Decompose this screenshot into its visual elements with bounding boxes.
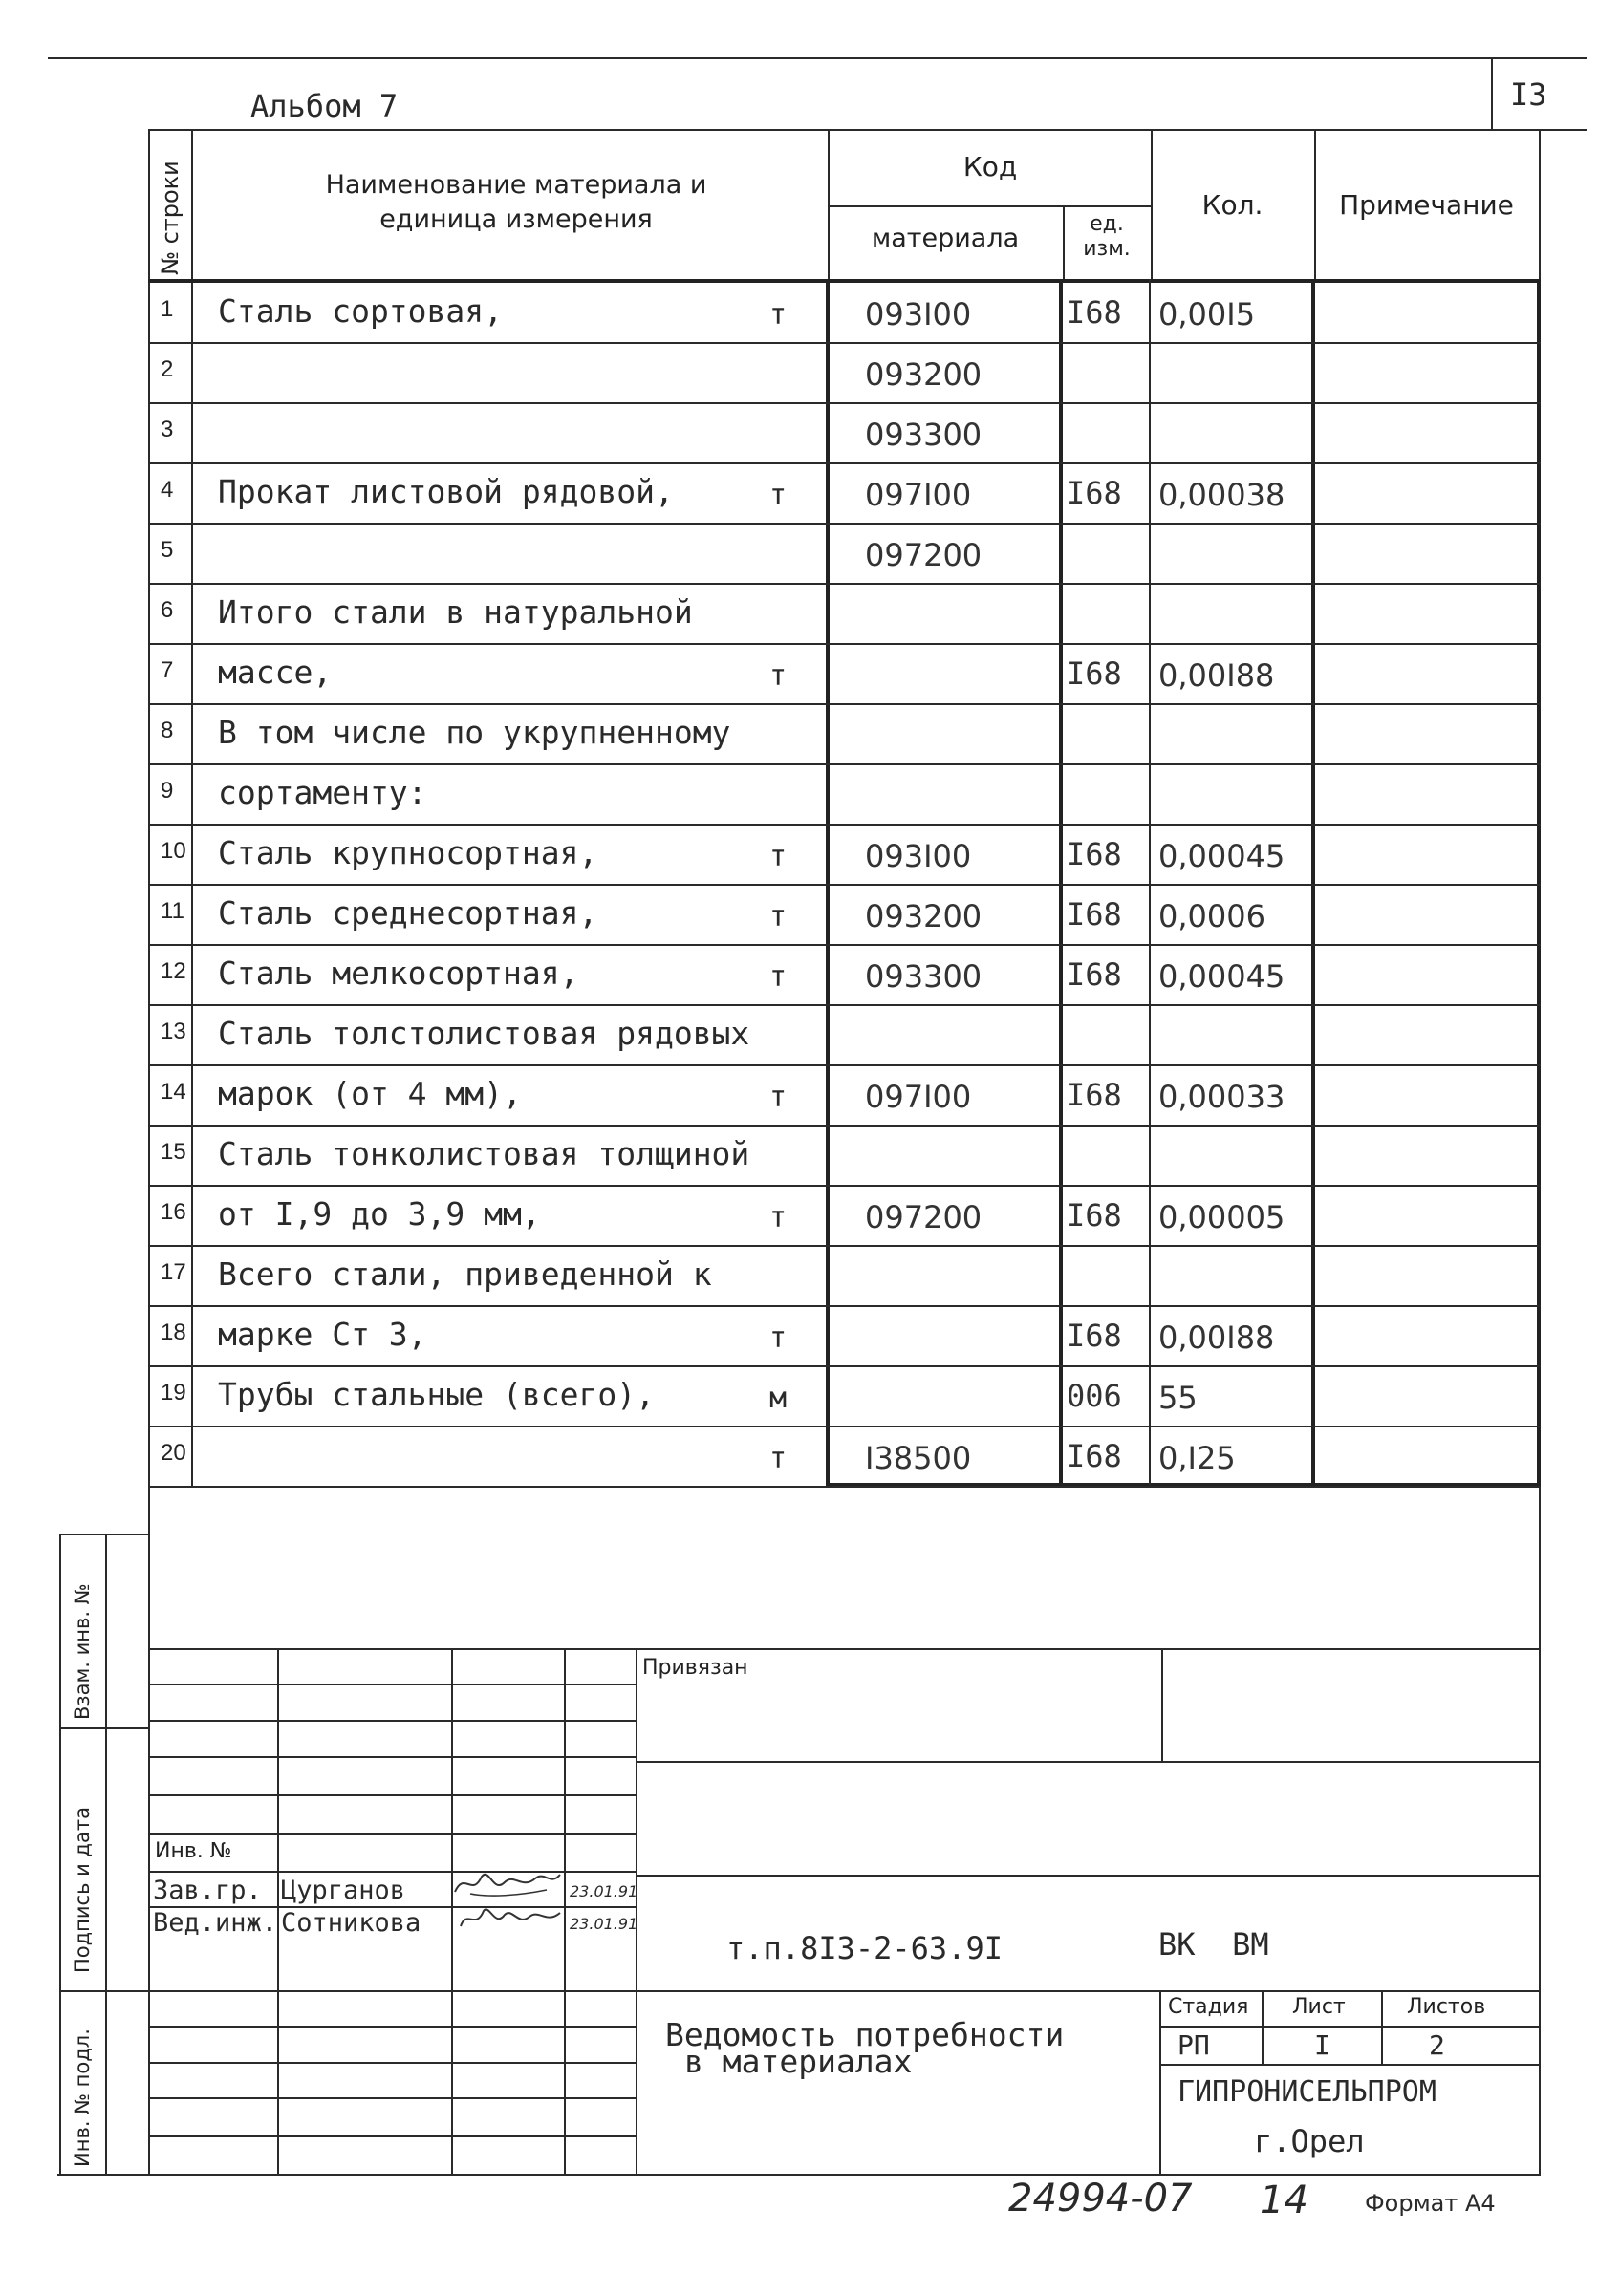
col-line-name-left xyxy=(191,129,193,1486)
row-divider xyxy=(148,1426,1541,1427)
side-strip-top xyxy=(59,1534,150,1535)
tb-row1-role: Зав.гр. xyxy=(153,1876,262,1905)
tb-row1-date: 23.01.91 xyxy=(570,1882,638,1900)
tb-grid-line xyxy=(148,2097,637,2099)
row-code: 093I00 xyxy=(865,296,972,333)
row-divider xyxy=(148,1004,1541,1006)
row-unit: т xyxy=(769,1321,788,1355)
row-number: 7 xyxy=(161,657,174,683)
tb-col2 xyxy=(451,1648,453,2174)
footer-handwritten-page: 14 xyxy=(1260,2178,1308,2222)
col-header-name-line1: Наименование материала и xyxy=(325,170,707,200)
row-number: 14 xyxy=(161,1079,186,1105)
tb-row2-role: Вед.инж. xyxy=(153,1908,278,1938)
row-unit: м xyxy=(769,1382,788,1415)
col-header-unit-line2: изм. xyxy=(1083,237,1131,261)
row-divider xyxy=(148,342,1541,344)
col-header-qty: Кол. xyxy=(1201,189,1264,221)
row-code: 093300 xyxy=(865,958,983,995)
footer-format: Формат А4 xyxy=(1365,2190,1496,2217)
side-strip-right xyxy=(105,1534,107,2176)
row-unit-code: I68 xyxy=(1067,1318,1122,1354)
row-code: 093300 xyxy=(865,417,983,453)
row-number: 8 xyxy=(161,718,174,743)
col-header-name-line2: единица измерения xyxy=(379,204,653,234)
row-quantity: 0,00038 xyxy=(1158,477,1285,513)
tb-privyazan-right xyxy=(1161,1648,1163,1761)
row-name: марок (от 4 мм), xyxy=(218,1075,522,1112)
col-header-note: Примечание xyxy=(1339,189,1514,221)
row-quantity: 0,00033 xyxy=(1158,1079,1285,1115)
tb-stage-hdr-line xyxy=(1159,2026,1541,2028)
row-name: В том числе по укрупненному xyxy=(218,714,731,751)
tb-col4 xyxy=(636,1648,637,2174)
tb-grid-line xyxy=(148,1871,637,1873)
footer-handwritten-number: 24994-07 xyxy=(1008,2177,1193,2221)
tb-sheets-value: 2 xyxy=(1429,2029,1445,2061)
tb-sheet-label: Лист xyxy=(1292,1995,1346,2019)
row-quantity: 0,00I88 xyxy=(1158,1320,1275,1356)
row-name: Сталь среднесортная, xyxy=(218,894,598,932)
row-number: 9 xyxy=(161,778,174,804)
tb-grid-line xyxy=(148,2062,637,2064)
code-split-line xyxy=(828,205,1153,207)
col-header-code: Код xyxy=(962,151,1018,182)
row-name: массе, xyxy=(218,654,333,691)
side-label-inv-podl: Инв. № подл. xyxy=(71,2028,94,2167)
tb-stage-div2 xyxy=(1381,1990,1383,2065)
row-divider xyxy=(148,462,1541,464)
tb-row2-date: 23.01.91 xyxy=(570,1915,638,1933)
row-divider xyxy=(148,1125,1541,1127)
tb-stage-val-line xyxy=(1159,2064,1541,2066)
row-unit: т xyxy=(769,1081,788,1114)
row-quantity: 0,00005 xyxy=(1158,1199,1285,1235)
tb-col3 xyxy=(564,1648,566,2174)
col-header-rownum: № строки xyxy=(157,161,184,275)
row-unit-code: I68 xyxy=(1067,836,1122,872)
side-strip-left xyxy=(59,1534,61,2176)
tb-row2-name: Сотникова xyxy=(281,1908,421,1938)
row-divider xyxy=(148,1365,1541,1367)
sheet-number: I3 xyxy=(1510,76,1547,113)
tb-doc-code: т.п.8I3-2-63.9I xyxy=(726,1930,1003,1966)
tb-stage-div1 xyxy=(1262,1990,1264,2065)
col-header-material: материала xyxy=(871,224,1020,253)
row-code: 097200 xyxy=(865,537,983,573)
row-name: Сталь сортовая, xyxy=(218,292,504,330)
row-number: 1 xyxy=(161,296,174,322)
tb-stage-label: Стадия xyxy=(1168,1995,1249,2019)
row-unit: т xyxy=(769,659,788,693)
tb-org: ГИПРОНИСЕЛЬПРОМ xyxy=(1177,2075,1436,2109)
row-divider xyxy=(148,763,1541,765)
sheet-number-box-left xyxy=(1491,57,1493,131)
row-name: Итого стали в натуральной xyxy=(218,593,693,631)
tb-stage-value: РП xyxy=(1177,2029,1210,2061)
header-bottom-line xyxy=(148,129,1587,131)
tb-grid-line xyxy=(148,2135,637,2137)
row-unit-code: I68 xyxy=(1067,896,1122,933)
row-divider xyxy=(148,1486,1541,1488)
row-name: Всего стали, приведенной к xyxy=(218,1255,712,1293)
row-unit-code: I68 xyxy=(1067,655,1122,692)
row-code: 097200 xyxy=(865,1199,983,1235)
row-code: 097I00 xyxy=(865,1079,972,1115)
row-quantity: 55 xyxy=(1158,1380,1198,1416)
tb-title-line2: в материалах xyxy=(684,2043,913,2080)
row-quantity: 0,00045 xyxy=(1158,838,1285,874)
row-number: 5 xyxy=(161,537,174,563)
row-divider xyxy=(148,824,1541,826)
col-header-unit-line1: ед. xyxy=(1090,212,1124,236)
row-divider xyxy=(148,884,1541,886)
tb-grid-line xyxy=(148,1756,637,1758)
tb-doccode-top xyxy=(636,1875,1541,1877)
side-label-vzam: Взам. инв. № xyxy=(71,1583,94,1720)
row-code: 093200 xyxy=(865,898,983,934)
tb-row1-name: Цурганов xyxy=(281,1876,406,1905)
tb-title-line1: Ведомость потребности xyxy=(665,2016,1065,2053)
row-unit: т xyxy=(769,1201,788,1234)
row-unit-code: I68 xyxy=(1067,294,1122,331)
row-divider xyxy=(148,583,1541,585)
row-divider xyxy=(148,523,1541,525)
tb-top-line xyxy=(148,1648,1541,1650)
row-number: 13 xyxy=(161,1019,186,1044)
row-name: Сталь крупносортная, xyxy=(218,834,598,871)
row-number: 17 xyxy=(161,1259,186,1285)
row-name: Сталь толстолистовая рядовых xyxy=(218,1015,750,1052)
tb-col1 xyxy=(277,1648,279,2174)
row-number: 18 xyxy=(161,1320,186,1345)
tb-grid-line xyxy=(148,1990,637,1992)
tb-privyazan-label: Привязан xyxy=(642,1656,748,1680)
row-unit: т xyxy=(769,900,788,933)
row-quantity: 0,00I88 xyxy=(1158,657,1275,694)
row-quantity: 0,0006 xyxy=(1158,898,1265,934)
row-name: Прокат листовой рядовой, xyxy=(218,473,674,510)
tb-grid-line xyxy=(148,1720,637,1722)
row-number: 2 xyxy=(161,356,174,382)
tb-row1-signature xyxy=(451,1865,564,1899)
tb-grid-line xyxy=(148,2026,637,2028)
row-unit: т xyxy=(769,298,788,332)
row-number: 4 xyxy=(161,477,174,503)
row-number: 20 xyxy=(161,1440,186,1466)
row-divider xyxy=(148,643,1541,645)
row-name: от I,9 до 3,9 мм, xyxy=(218,1195,541,1233)
row-unit: т xyxy=(769,479,788,512)
tb-sheet-value: I xyxy=(1314,2029,1330,2061)
side-strip-div1 xyxy=(59,1727,150,1729)
row-unit-code: 006 xyxy=(1067,1378,1122,1414)
row-name: марке Ст 3, xyxy=(218,1316,427,1353)
tb-title-top xyxy=(636,1990,1541,1992)
row-code: 097I00 xyxy=(865,477,972,513)
tb-grid-line xyxy=(148,1684,637,1685)
tb-grid-line xyxy=(148,1833,637,1835)
row-name: Сталь мелкосортная, xyxy=(218,955,579,992)
row-unit-code: I68 xyxy=(1067,1197,1122,1234)
frame-bottom-line xyxy=(57,2174,1541,2176)
row-unit-code: I68 xyxy=(1067,475,1122,511)
row-name: сортаменту: xyxy=(218,774,427,811)
row-divider xyxy=(148,703,1541,705)
row-unit: т xyxy=(769,1442,788,1475)
tb-sheets-label: Листов xyxy=(1407,1995,1486,2019)
row-quantity: 0,I25 xyxy=(1158,1440,1236,1476)
row-number: 19 xyxy=(161,1380,186,1405)
tb-city: г.Орел xyxy=(1254,2123,1365,2159)
row-unit-code: I68 xyxy=(1067,1438,1122,1474)
row-divider xyxy=(148,1185,1541,1187)
side-strip-div2 xyxy=(59,1990,150,1992)
row-name: Сталь тонколистовая толщиной xyxy=(218,1135,750,1172)
row-code: 093200 xyxy=(865,356,983,393)
tb-grid-line xyxy=(148,1794,637,1796)
row-number: 12 xyxy=(161,958,186,984)
row-unit: т xyxy=(769,960,788,994)
row-unit: т xyxy=(769,840,788,873)
tb-doc-mark: ВК ВМ xyxy=(1158,1926,1269,1963)
row-unit-code: I68 xyxy=(1067,1077,1122,1113)
row-code: 093I00 xyxy=(865,838,972,874)
row-unit-code: I68 xyxy=(1067,956,1122,993)
row-divider xyxy=(148,944,1541,946)
row-number: 15 xyxy=(161,1139,186,1165)
row-divider xyxy=(148,1305,1541,1307)
row-number: 11 xyxy=(161,898,184,924)
tb-stage-left xyxy=(1159,1990,1161,2174)
row-quantity: 0,00045 xyxy=(1158,958,1285,995)
top-border-line xyxy=(48,57,1587,59)
frame-left-line xyxy=(148,129,150,2174)
row-number: 16 xyxy=(161,1199,186,1225)
row-divider xyxy=(148,402,1541,404)
tb-row2-signature xyxy=(457,1901,564,1936)
row-number: 10 xyxy=(161,838,186,864)
album-label: Альбом 7 xyxy=(250,88,399,124)
row-divider xyxy=(148,1245,1541,1247)
tb-inv-no-label: Инв. № xyxy=(155,1839,232,1863)
row-number: 3 xyxy=(161,417,174,442)
row-divider xyxy=(148,1064,1541,1066)
row-number: 6 xyxy=(161,597,174,623)
row-name: Трубы стальные (всего), xyxy=(218,1376,655,1413)
row-code: I38500 xyxy=(865,1440,972,1476)
tb-privyazan-bottom xyxy=(636,1761,1541,1763)
row-quantity: 0,00I5 xyxy=(1158,296,1256,333)
side-label-podpis: Подпись и дата xyxy=(71,1807,94,1973)
